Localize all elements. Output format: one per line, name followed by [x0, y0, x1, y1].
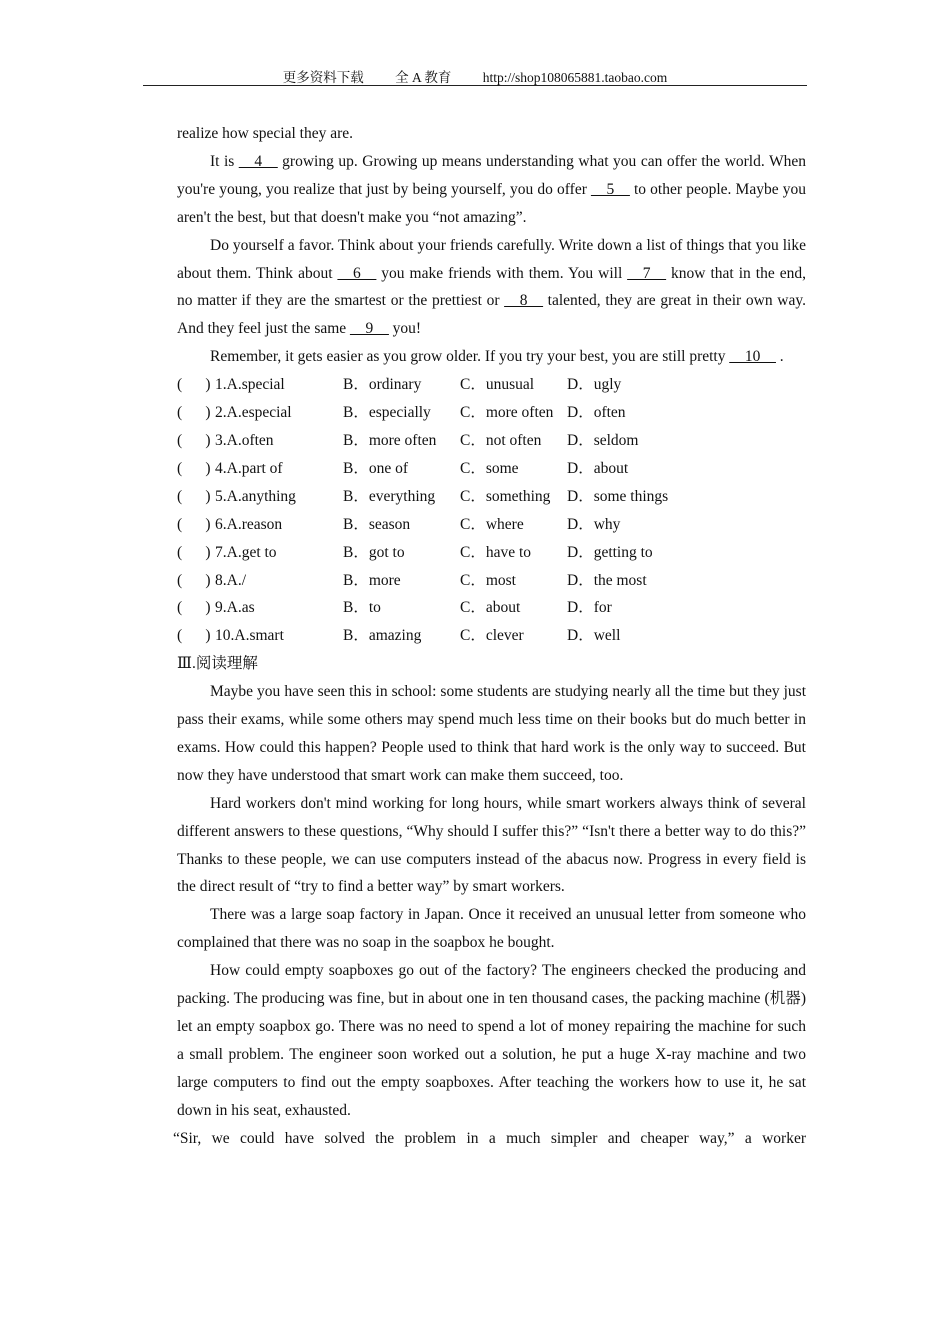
reading-paragraph-partial: “Sir, we could have solved the problem in a much simpler and cheaper way,” a worker: [173, 1129, 806, 1147]
option-a: 2.A.especial: [215, 404, 292, 422]
reading-paragraph: There was a large soap factory in Japan. Once it received an unusual letter from someone who complained that there was no soap in the soapbox he bought.: [177, 906, 806, 952]
option-b: B．to: [343, 599, 381, 617]
option-b: B．season: [343, 515, 411, 533]
document-body: [173, 120, 807, 1153]
option-d: D．the most: [567, 571, 647, 589]
answer-paren[interactable]: ( ): [177, 459, 211, 477]
answer-paren[interactable]: ( ): [177, 487, 211, 505]
option-d: D．for: [567, 599, 612, 617]
cloze-paragraph-0: realize how special they are.: [177, 125, 354, 142]
question-row: [177, 594, 806, 622]
option-c: C．not often: [460, 431, 542, 449]
option-d: D．well: [567, 627, 621, 645]
option-a: 1.A.special: [215, 376, 285, 394]
option-c: C．most: [460, 571, 516, 589]
answer-paren[interactable]: ( ): [177, 376, 211, 394]
answer-paren[interactable]: ( ): [177, 543, 211, 561]
reading-paragraph: Maybe you have seen this in school: some students are studying nearly all the time but they just pass their exams, while some others may spend much less time on their books but do much better in exams. How could this happen? People used to think that hard work is the only way to succeed. But now they have understood that smart work can make them succeed, too.: [177, 683, 806, 784]
option-d: D．seldom: [567, 431, 639, 449]
option-d: D．about: [567, 459, 629, 477]
question-row: [177, 511, 806, 539]
option-c: C．have to: [460, 543, 532, 561]
option-a: 9.A.as: [215, 599, 255, 617]
blank-9: __9__: [350, 320, 389, 338]
option-c: C．unusual: [460, 376, 535, 394]
question-row: [177, 483, 806, 511]
option-b: B．more often: [343, 431, 437, 449]
option-c: C．more often: [460, 404, 554, 422]
question-row: [177, 539, 806, 567]
page-header: [143, 66, 807, 86]
option-b: B．especially: [343, 404, 431, 422]
option-b: B．one of: [343, 459, 409, 477]
option-d: D．why: [567, 515, 621, 533]
option-d: D．often: [567, 404, 626, 422]
question-row: [177, 622, 806, 650]
answer-paren[interactable]: ( ): [177, 515, 211, 533]
option-a: 10.A.smart: [215, 627, 284, 645]
question-row: [177, 455, 806, 483]
header-shop-url: http://shop108065881.taobao.com: [482, 70, 668, 85]
option-c: C．something: [460, 487, 551, 505]
option-b: B．more: [343, 571, 401, 589]
option-d: D．getting to: [567, 543, 653, 561]
option-a: 3.A.often: [215, 431, 274, 449]
option-c: C．some: [460, 459, 519, 477]
option-a: 6.A.reason: [215, 515, 283, 533]
option-c: C．clever: [460, 627, 524, 645]
reading-paragraph: Hard workers don't mind working for long hours, while smart workers always think of several different answers to these questions, “Why should I suffer this?” “Isn't there a better way to do this?” Thanks to these people, we can use computers instead of the abacus now. Progress in every field is the direct result of “try to find a better way” by smart workers.: [177, 794, 806, 896]
option-d: D．some things: [567, 487, 669, 505]
blank-8: __8__: [504, 292, 543, 310]
question-row: [177, 427, 806, 455]
reading-section-title: Ⅲ.阅读理解: [177, 655, 258, 673]
question-list: [177, 371, 806, 650]
blank-7: __7__: [627, 264, 667, 282]
header-brand-text: 全 A 教育: [395, 70, 452, 85]
answer-paren[interactable]: ( ): [177, 404, 211, 422]
blank-5: __5__: [591, 180, 630, 198]
question-row: [177, 567, 806, 595]
cloze-paragraph-1: It is __4__ growing up. Growing up means understanding what you can offer the world. When you're young, you realize that just by being yourself, you do offer __5__ to other people. Maybe you aren't the best, but that doesn't make you “not amazing”.: [177, 152, 807, 226]
option-d: D．ugly: [567, 376, 622, 394]
blank-4: __4__: [238, 152, 278, 170]
option-b: B．ordinary: [343, 376, 422, 394]
option-b: B．everything: [343, 487, 436, 505]
option-c: C．about: [460, 599, 521, 617]
option-a: 8.A./: [215, 571, 246, 589]
header-download-text: 更多资料下载: [282, 70, 364, 85]
reading-paragraph: How could empty soapboxes go out of the factory? The engineers checked the producing and packing. The producing was fine, but in about one in ten thousand cases, the packing machine (机器) let an empty soapbox go. There was no need to spend a lot of money repairing the machine for such a small problem. The engineer soon worked out a solution, he put a huge X-ray machine and two large computers to find out the empty soapboxes. After teaching the workers how to use it, he sat down in his seat, exhausted.: [177, 962, 806, 1119]
question-row: [177, 399, 806, 427]
answer-paren[interactable]: ( ): [177, 431, 211, 449]
option-a: 7.A.get to: [215, 543, 277, 561]
blank-6: __6__: [337, 264, 377, 282]
answer-paren[interactable]: ( ): [177, 599, 211, 617]
option-b: B．amazing: [343, 627, 422, 645]
option-a: 5.A.anything: [215, 487, 296, 505]
cloze-paragraph-3: Remember, it gets easier as you grow older. If you try your best, you are still pretty __10__ .: [210, 348, 784, 366]
blank-10: __10__: [729, 348, 776, 366]
option-c: C．where: [460, 515, 524, 533]
cloze-paragraph-2: Do yourself a favor. Think about your friends carefully. Write down a list of things that you like about them. Think about __6__ you make friends with them. You will __7__ know that in the end, no matter if they are the smartest or the prettiest or __8__ talented, they are great in their own way. And they feel just the same __9__ you!: [177, 236, 806, 338]
answer-paren[interactable]: ( ): [177, 571, 211, 589]
question-row: [177, 371, 806, 399]
option-a: 4.A.part of: [215, 459, 283, 477]
option-b: B．got to: [343, 543, 405, 561]
answer-paren[interactable]: ( ): [177, 627, 211, 645]
